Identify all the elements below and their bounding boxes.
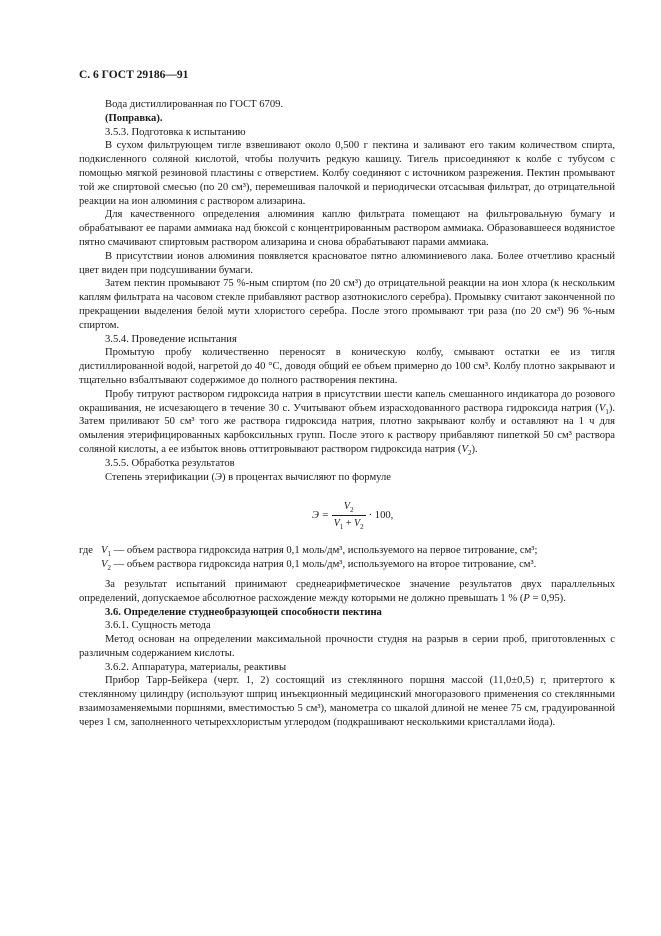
paragraph-result: За результат испытаний принимают среднеарифметическое значение результатов двух параллельных определений, допускаемое абсолютное расхождение между которыми не должно превышать 1 % (P = 0,95). (79, 578, 615, 604)
esterification-formula (79, 494, 615, 538)
paragraph-preparation: В сухом фильтрующем тигле взвешивают около 0,500 г пектина и заливают его таким количеством спирта, подкисленного соляной кислотой, чтобы получить редкую кашицу. Тигель присоединяют к колбе с тубусом с помощью мягкой резиновой пластины с отверстием. Колбу соединяют с источником разрежения. Пектин промывают той же спиртовой смесью (по 20 см³), перемешивая палочкой и периодически отсасывая фильтрат, до отрицательной реакции на ион алюминия с раствором ализарина. (79, 140, 615, 207)
paragraph-aluminium-test: Для качественного определения алюминия каплю фильтрата помещают на фильтровальную бумагу и обрабатывают ее парами аммиака над бюксой с концентрированным раствором аммиака. Образовавшееся водянистое пятно смачивают спиртовым раствором ализарина и снова обрабатывают парами аммиака. (79, 209, 615, 248)
paragraph-aluminium-presence: В присутствии ионов алюминия появляется красноватое пятно алюминиевого лака. Более отчетливо красный цвет виден при подсушивании бумаги. (79, 250, 615, 276)
paragraph-apparatus: Прибор Тарр-Бейкера (черт. 1, 2) состоящий из стеклянного поршня массой (11,0±0,5) г, притертого к стеклянному цилиндру (используют шприц инъекционный медицинский многоразового применения со стеклянными взаимозаменяемыми поршнями, вместимостью 5 см³), манометра со шкалой длиной не менее 75 см, градуированной через 1 см, заполненного четыреххлористым углеродом (подкрашивают несколькими кристаллами йода). (79, 675, 615, 728)
section-3-6-2-heading: 3.6.2. Аппаратура, материалы, реактивы (105, 661, 287, 673)
page-header: С. 6 ГОСТ 29186—91 (79, 69, 189, 81)
paragraph-water: Вода дистиллированная по ГОСТ 6709. (105, 99, 284, 110)
formula-rhs: · 100, (368, 509, 394, 521)
section-3-5-3-heading: 3.5.3. Подготовка к испытанию (105, 126, 246, 138)
paragraph-titration: Пробу титруют раствором гидроксида натрия в присутствии шести капель смешанного индикатора до розового окрашивания, не исчезающего в течение 30 с. Учитывают объем израсходованного раствора гидроксида натрия $(V_1)$. Затем приливают 50 см³ того же раствора гидроксида натрия, плотно закрывают колбу и оставляют на 1 ч для омыления этерифицированных карбоксильных групп. После этого к раствору прибавляют пипеткой 50 см³ раствора соляной кислоты, а ее избыток вновь оттитровывают раствором гидроксида натрия $(V_2)$. (79, 388, 615, 458)
section-3-6-heading: 3.6. Определение студнеобразующей способности пектина (105, 606, 382, 618)
formula-lhs: Э = (312, 509, 329, 521)
where-v1: где $V_1$ — объем раствора гидроксида натрия 0,1 моль/дм³, используемого на первое титрование, см³; (79, 545, 538, 559)
section-3-5-4-heading: 3.5.4. Проведение испытания (105, 333, 237, 345)
amendment-note: (Поправка). (105, 112, 163, 124)
paragraph-formula-intro: Степень этерификации (Э) в процентах вычисляют по формуле (105, 471, 391, 483)
paragraph-washing: Затем пектин промывают 75 %-ным спиртом (по 20 см³) до отрицательной реакции на ион хлора (к нескольким каплям фильтрата на часовом стекле прибавляют раствор азотнокислого серебра). Промывку считают законченной по прекращении выделения белой мути хлористого серебра. После этого промывают три раза (по 20 см³) 96 %-ным спиртом. (79, 278, 615, 331)
paragraph-test-transfer: Промытую пробу количественно переносят в коническую колбу, смывают остатки ее из тигля дистиллированной водой, нагретой до 40 °С, доводя общий ее объем примерно до 100 см³. Колбу плотно закрывают и тщательно взбалтывают содержимое до полного растворения пектина. (79, 347, 615, 386)
section-3-5-5-heading: 3.5.5. Обработка результатов (105, 457, 235, 469)
formula-fraction: $\frac{V_2}{V_1 + V_2}$ (333, 501, 364, 532)
section-3-6-1-heading: 3.6.1. Сущность метода (105, 620, 211, 632)
paragraph-method-basis: Метод основан на определении максимальной прочности студня на разрыв в серии проб, приготовленных с различным содержанием кислоты. (79, 634, 615, 659)
document-page (79, 68, 615, 730)
where-v2: $V_2$ — объем раствора гидроксида натрия 0,1 моль/дм³, используемого на второе титрование, см³. (101, 559, 537, 573)
